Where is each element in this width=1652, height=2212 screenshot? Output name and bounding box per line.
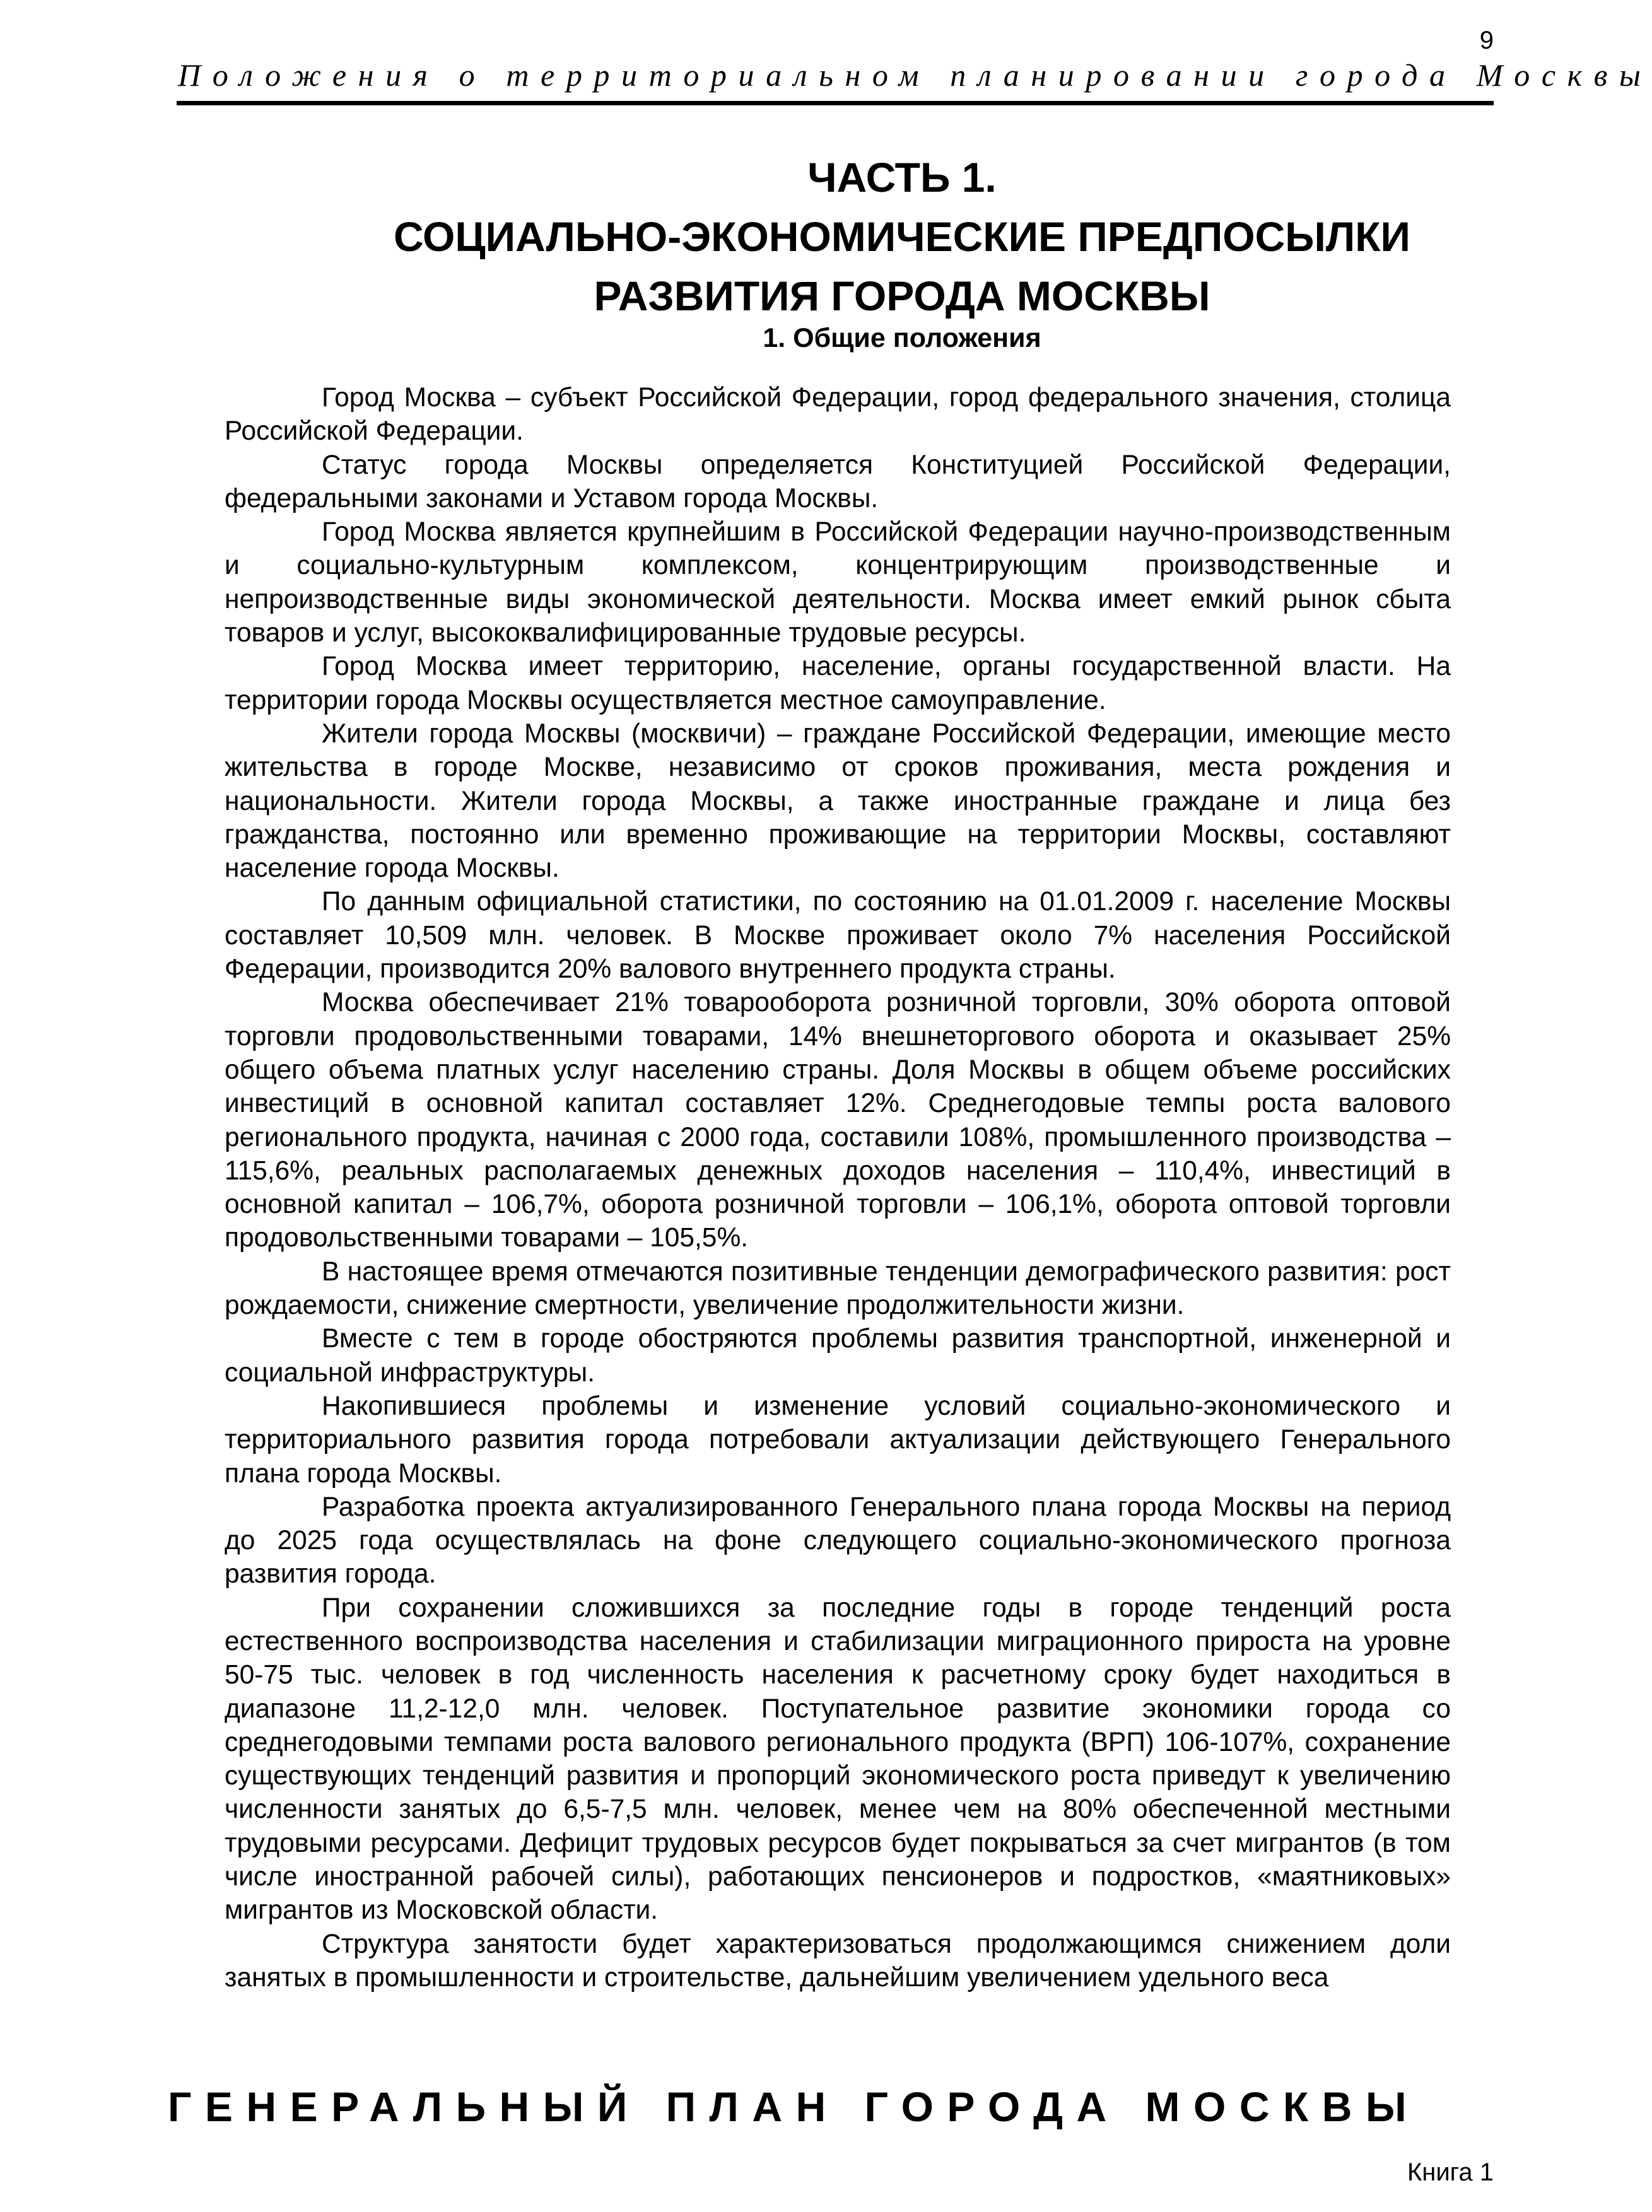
part-title-line: ЧАСТЬ 1.: [807, 154, 997, 201]
paragraph: Накопившиеся проблемы и изменение условий социально-экономического и территориального развития города потребовали актуализации действующего Генерального плана города Москвы.: [225, 1391, 1451, 1489]
footer-title: ГЕНЕРАЛЬНЫЙ ПЛАН ГОРОДА МОСКВЫ: [168, 2083, 1421, 2130]
paragraph: Вместе с тем в городе обостряются проблемы развития транспортной, инженерной и социальной инфраструктуры.: [225, 1324, 1451, 1388]
header-divider: [177, 101, 1494, 105]
page-number: 9: [1479, 26, 1494, 54]
part-title-line: СОЦИАЛЬНО-ЭКОНОМИЧЕСКИЕ ПРЕДПОСЫЛКИ: [394, 213, 1410, 260]
paragraph: Город Москва – субъект Российской Федерации, город федерального значения, столица Российской Федерации.: [225, 383, 1451, 447]
paragraph: При сохранении сложившихся за последние годы в городе тенденций роста естественного воспроизводства населения и стабилизации миграционного прироста на уровне 50-75 тыс. человек в год численность населения к расчетному сроку будет находиться в диапазоне 11,2-12,0 млн. человек. Поступательное развитие экономики города со среднегодовыми темпами роста валового регионального продукта (ВРП) 106-107%, сохранение существующих тенденций развития и пропорций экономического роста приведут к увеличению численности занятых до 6,5-7,5 млн. человек, менее чем на 80% обеспеченной местными трудовыми ресурсами. Дефицит трудовых ресурсов будет покрываться за счет мигрантов (в том числе иностранной рабочей силы), работающих пенсионеров и подростков, «маятниковых» мигрантов из Московской области.: [225, 1593, 1451, 1926]
paragraph: Жители города Москвы (москвичи) – граждане Российской Федерации, имеющие место жительства в городе Москве, независимо от сроков проживания, места рождения и национальности. Жители города Москвы, а также иностранные граждане и лица без гражданства, постоянно или временно проживающие на территории Москвы, составляют население города Москвы.: [225, 718, 1451, 884]
running-header: Положения о территориальном планировании города Москвы: [178, 57, 1652, 93]
paragraph: По данным официальной статистики, по состоянию на 01.01.2009 г. население Москвы составляет 10,509 млн. человек. В Москве проживает около 7% населения Российской Федерации, производится 20% валового внутреннего продукта страны.: [225, 887, 1451, 985]
paragraph: Статус города Москвы определяется Конституцией Российской Федерации, федеральными законами и Уставом города Москвы.: [225, 450, 1451, 513]
part-title: [202, 148, 1602, 325]
paragraph: Разработка проекта актуализированного Генерального плана города Москвы на период до 2025 года осуществлялась на фоне следующего социально-экономического прогноза развития города.: [225, 1492, 1451, 1589]
paragraph: Город Москва является крупнейшим в Российской Федерации научно-производственным и социально-культурным комплексом, концентрирующим производственные и непроизводственные виды экономической деятельности. Москва имеет емкий рынок сбыта товаров и услуг, высококвалифицированные трудовые ресурсы.: [225, 517, 1451, 648]
body-text: [225, 381, 1451, 1994]
paragraph: Москва обеспечивает 21% товарооборота розничной торговли, 30% оборота оптовой торговли продовольственными товарами, 14% внешнеторгового оборота и оказывает 25% общего объема платных услуг населению страны. Доля Москвы в общем объеме российских инвестиций в основной капитал составляет 12%. Среднегодовые темпы роста валового регионального продукта, начиная с 2000 года, составили 108%, промышленного производства – 115,6%, реальных располагаемых денежных доходов населения – 110,4%, инвестиций в основной капитал – 106,7%, оборота розничной торговли – 106,1%, оборота оптовой торговли продовольственными товарами – 105,5%.: [225, 988, 1451, 1253]
paragraph: Структура занятости будет характеризоваться продолжающимся снижением доли занятых в промышленности и строительстве, дальнейшим увеличением удельного веса: [225, 1929, 1451, 1993]
section-title: 1. Общие положения: [763, 323, 1041, 353]
book-label: Книга 1: [1407, 2158, 1494, 2186]
paragraph: В настоящее время отмечаются позитивные тенденции демографического развития: рост рождаемости, снижение смертности, увеличение продолжительности жизни.: [225, 1256, 1451, 1321]
paragraph: Город Москва имеет территорию, население, органы государственной власти. На территории города Москвы осуществляется местное самоуправление.: [225, 652, 1451, 715]
part-title-line: РАЗВИТИЯ ГОРОДА МОСКВЫ: [594, 272, 1210, 319]
